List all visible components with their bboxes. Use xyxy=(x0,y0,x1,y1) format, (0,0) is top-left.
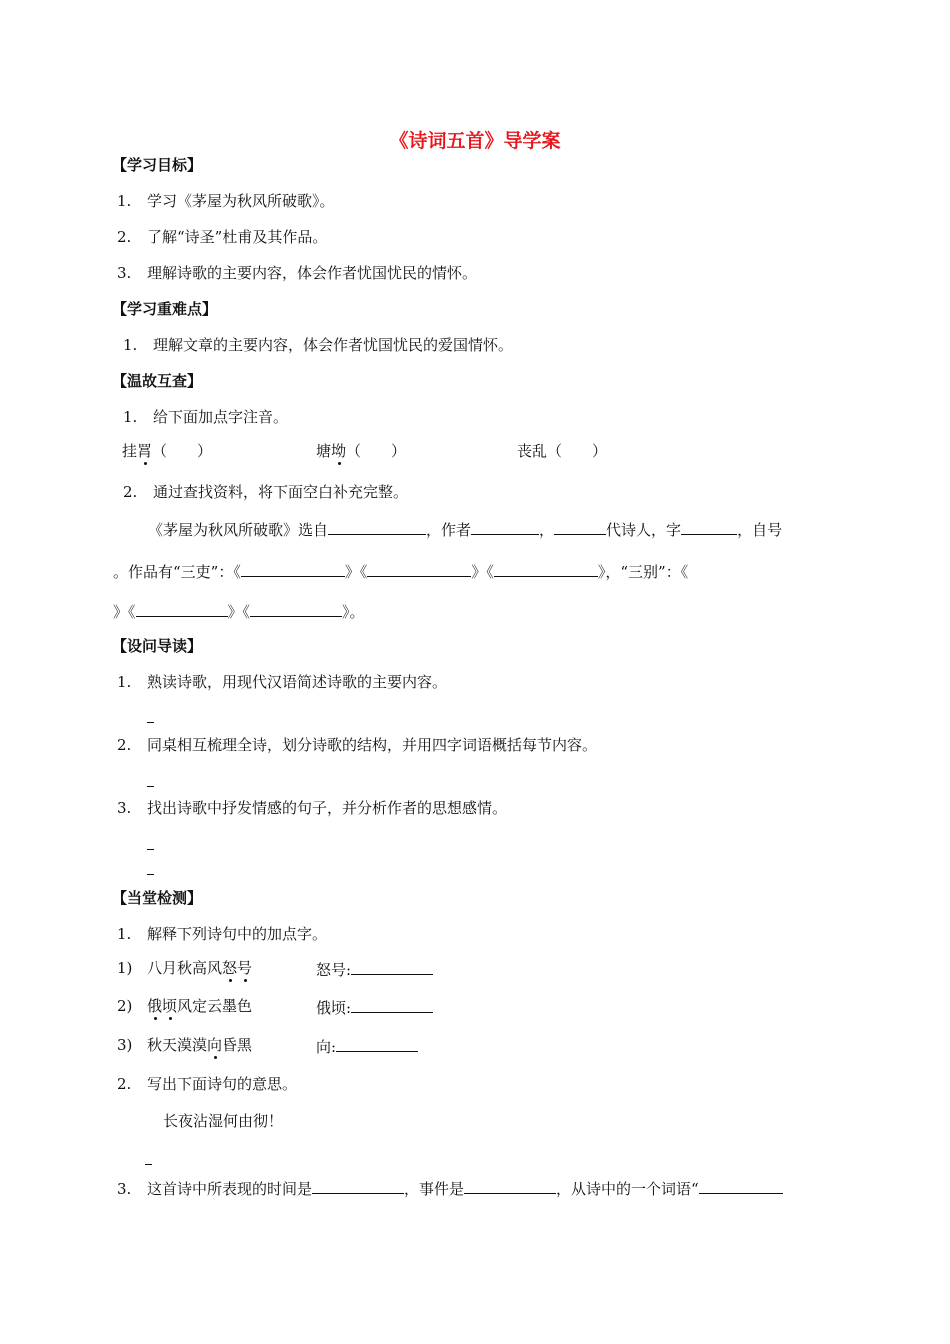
answer-label: 向: xyxy=(316,1038,337,1056)
fill-text: ， xyxy=(539,521,555,539)
dotted-char: 俄 xyxy=(147,997,163,1015)
answer-label: 俄顷: xyxy=(316,999,352,1017)
verse-text: 秋天漠漠 xyxy=(147,1036,208,1054)
item-text: ，事件是 xyxy=(404,1180,465,1198)
item-text: 学习《茅屋为秋风所破歌》。 xyxy=(147,192,335,210)
explain-item-2 xyxy=(117,996,252,1016)
pinyin-item-1 xyxy=(122,441,212,461)
verse-text: 八月秋高风 xyxy=(147,959,223,977)
answer-blank[interactable] xyxy=(367,560,471,577)
dotted-char: 怒 xyxy=(222,959,238,977)
word-char: 挂 xyxy=(122,442,138,460)
section-heading-key-points: 【学习重难点】 xyxy=(112,300,218,318)
item-text: 通过查找资料，将下面空白补充完整。 xyxy=(153,483,409,501)
section-heading-guided-reading: 【设问导读】 xyxy=(112,637,203,655)
answer-line-mark[interactable] xyxy=(145,1164,152,1165)
test-question-1 xyxy=(117,924,327,944)
answer-blank[interactable] xyxy=(699,1177,783,1194)
guide-question-2 xyxy=(117,735,597,755)
item-text: 找出诗歌中抒发情感的句子，并分析作者的思想感情。 xyxy=(147,799,508,817)
answer-brackets: （ ） xyxy=(346,442,407,460)
answer-blank[interactable] xyxy=(464,1177,556,1194)
explain-answer-1 xyxy=(316,958,433,980)
pinyin-item-3 xyxy=(517,441,607,461)
test-question-3 xyxy=(117,1177,783,1199)
fill-text: 《茅屋为秋风所破歌》选自 xyxy=(148,521,329,539)
item-number: 1. xyxy=(117,925,132,943)
item-text: 熟读诗歌，用现代汉语简述诗歌的主要内容。 xyxy=(147,673,448,691)
explain-answer-3 xyxy=(316,1035,418,1057)
fill-text: 》，“三别”：《 xyxy=(597,563,689,581)
answer-blank[interactable] xyxy=(336,1035,418,1052)
answer-blank[interactable] xyxy=(471,518,539,535)
answer-blank[interactable] xyxy=(351,996,433,1013)
item-text: 写出下面诗句的意思。 xyxy=(147,1075,298,1093)
goal-item-3 xyxy=(117,263,477,283)
answer-blank[interactable] xyxy=(554,518,606,535)
item-text: 了解“诗圣”杜甫及其作品。 xyxy=(147,228,328,246)
review-question-1 xyxy=(123,407,288,427)
dotted-char: 向 xyxy=(207,1036,223,1054)
item-number: 1. xyxy=(117,192,132,210)
explain-item-3 xyxy=(117,1035,252,1055)
item-text: ，从诗中的一个词语“ xyxy=(556,1180,699,1198)
dotted-char: 顷 xyxy=(162,997,178,1015)
item-number: 2. xyxy=(117,228,132,246)
answer-blank[interactable] xyxy=(312,1177,404,1194)
guide-question-1 xyxy=(117,672,447,692)
answer-blank[interactable] xyxy=(241,560,345,577)
section-heading-in-class-test: 【当堂检测】 xyxy=(112,889,203,907)
item-text: 同桌相互梳理全诗，划分诗歌的结构，并用四字词语概括每节内容。 xyxy=(147,736,598,754)
answer-blank[interactable] xyxy=(328,518,426,535)
item-number: 2. xyxy=(123,483,138,501)
answer-label: 怒号: xyxy=(316,961,352,979)
dotted-char: 坳 xyxy=(331,442,347,460)
fill-line-1 xyxy=(148,518,782,540)
fill-text: 》。 xyxy=(342,603,365,621)
item-text: 理解诗歌的主要内容，体会作者忧国忧民的情怀。 xyxy=(147,264,478,282)
item-text: 给下面加点字注音。 xyxy=(153,408,289,426)
item-number: 2. xyxy=(117,1075,132,1093)
explain-item-1 xyxy=(117,958,252,978)
answer-blank[interactable] xyxy=(351,958,433,975)
answer-line-mark[interactable] xyxy=(147,722,154,723)
item-number: 1. xyxy=(117,673,132,691)
dotted-char: 号 xyxy=(237,959,253,977)
document-title: 《诗词五首》导学案 xyxy=(389,130,561,152)
goal-item-1 xyxy=(117,191,335,211)
verse-text: 风定云墨色 xyxy=(177,997,253,1015)
guide-question-3 xyxy=(117,798,507,818)
word-char: 丧 xyxy=(517,442,533,460)
fill-text: 》《 xyxy=(344,563,368,581)
answer-blank[interactable] xyxy=(136,600,228,617)
answer-brackets: （ ） xyxy=(547,442,608,460)
goal-item-2 xyxy=(117,227,327,247)
fill-text: 代诗人，字 xyxy=(606,521,682,539)
answer-line-mark[interactable] xyxy=(147,874,154,875)
answer-brackets: （ ） xyxy=(152,442,213,460)
dotted-char: 罥 xyxy=(137,442,153,460)
key-point-item-1 xyxy=(123,335,513,355)
word-char: 乱 xyxy=(532,442,548,460)
item-number: 3. xyxy=(117,1180,132,1198)
item-text: 理解文章的主要内容，体会作者忧国忧民的爱国情怀。 xyxy=(153,336,514,354)
item-number: 3. xyxy=(117,264,132,282)
fill-text: ，自号 xyxy=(737,521,783,539)
fill-text: 》《 xyxy=(113,603,136,621)
fill-text: 》《 xyxy=(227,603,251,621)
section-heading-goals: 【学习目标】 xyxy=(112,156,203,174)
pinyin-item-2 xyxy=(316,441,406,461)
item-number: 1) xyxy=(117,959,133,977)
answer-blank[interactable] xyxy=(681,518,737,535)
fill-text: 》《 xyxy=(471,563,494,581)
answer-line-mark[interactable] xyxy=(147,786,154,787)
verse-line: 长夜沾湿何由彻！ xyxy=(163,1112,284,1130)
explain-answer-2 xyxy=(316,996,433,1018)
fill-text: 。作品有“三吏”：《 xyxy=(113,563,241,581)
verse-text: 昏黑 xyxy=(222,1036,253,1054)
answer-blank[interactable] xyxy=(250,600,342,617)
test-question-2 xyxy=(117,1074,297,1094)
item-number: 1. xyxy=(123,336,138,354)
item-number: 2) xyxy=(117,997,133,1015)
item-number: 2. xyxy=(117,736,132,754)
item-text: 解释下列诗句中的加点字。 xyxy=(147,925,328,943)
item-number: 3. xyxy=(117,799,132,817)
item-number: 3) xyxy=(117,1036,133,1054)
item-number: 1. xyxy=(123,408,138,426)
fill-line-2 xyxy=(113,560,688,582)
section-heading-review: 【温故互查】 xyxy=(112,372,203,390)
fill-text: ，作者 xyxy=(426,521,472,539)
fill-line-3 xyxy=(113,600,365,622)
answer-blank[interactable] xyxy=(494,560,598,577)
answer-line-mark[interactable] xyxy=(147,849,154,850)
item-text: 这首诗中所表现的时间是 xyxy=(147,1180,313,1198)
word-char: 塘 xyxy=(316,442,332,460)
review-question-2 xyxy=(123,482,408,502)
